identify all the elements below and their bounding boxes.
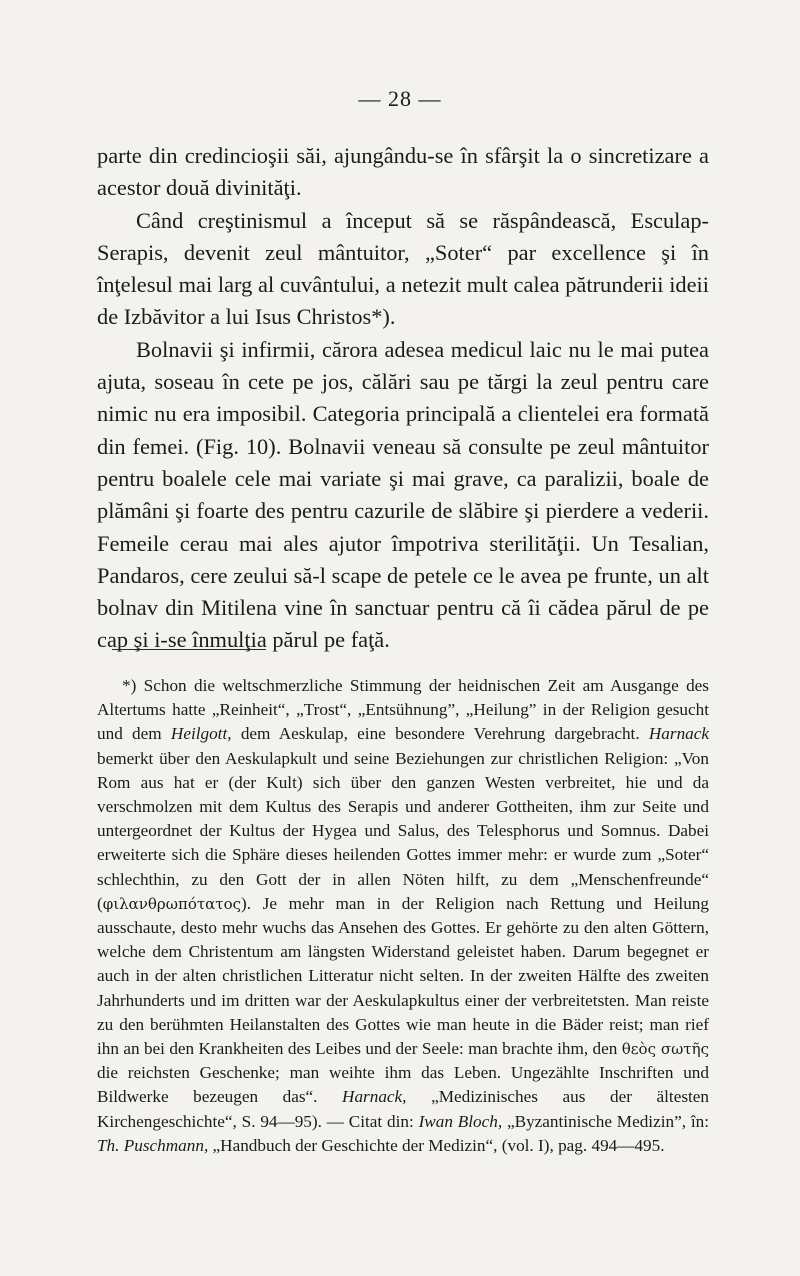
footnote-text-6: „Medizinisches aus der ältesten Kirchengeschichte“, S. 94—95). — Citat din: bbox=[97, 1087, 710, 1131]
footnote-text-2: dem Aeskulap, eine besondere Verehrung dargebracht. bbox=[240, 724, 640, 744]
footnote-text-7: „Byzantinische Medizin”, în: bbox=[506, 1111, 709, 1131]
footnote-puschmann: Th. Puschmann, bbox=[97, 1135, 209, 1155]
page-number: — 28 — bbox=[358, 86, 442, 111]
footnote-greek-2: θεὸς σωτῆς bbox=[621, 1040, 709, 1059]
footnote-marker: *) bbox=[122, 676, 137, 695]
footnote-text-4: ). Je mehr man in der Religion nach Rettung und Heilung ausschaute, desto mehr wuchs das Ansehen des Gottes. Er gehörte zu den alten Göttern, welche dem Christentum am längsten Widerstand geleistet haben. Darum begegnet er auch in der alten christlichen Litteratur nicht selten. In der zweiten Hälfte des zweiten Jahrhunderts und im dritten war der Aeskulapkultus einer der verbreitetsten. Man reiste zu den berühmten Heilanstalten des Gottes wie man heute in die Bäder reist; man rief ihn an bei den Krankheiten des Leibes und der Seele: man brachte ihm, den bbox=[97, 893, 709, 1059]
footnote-divider bbox=[112, 649, 266, 650]
footnote-harnack-2: Harnack, bbox=[342, 1087, 407, 1107]
footnote-text-3: bemerkt über den Aeskulapkult und seine Beziehungen zur christlichen Religion: „Von Rom aus hat er (der Kult) sich über den ganzen Westen verbreitet, hie und da verschmolzen mit dem Kultus des Serapis und anderer Gottheiten, ihm zur Seite und untergeordnet der Kultus der Hygea und Salus, des Telesphorus und Somnus. Dabei erweiterte sich die Sphäre dieses heilenden Gottes immer mehr: er wurde zum „Soter“ schlechthin, zu den Gott der in allen Nöten hilft, zu dem „Menschenfreunde“ ( bbox=[97, 748, 709, 913]
paragraph-3: Bolnavii şi infirmii, cărora adesea medicul laic nu le mai putea ajuta, soseau în cete pe jos, călări sau pe tărgi la zeul pentru care nimic nu era imposibil. Categoria principală a clientelei era formată din femei. (Fig. 10). Bolnavii veneau să consulte pe zeul mântuitor pentru boalele cele mai variate şi mai grave, ca paralizii, boale de plămâni şi foarte des pentru cazurile de slăbire şi pierdere a vederii. Femeile cerau mai ales ajutor împotriva sterilităţii. Un Tesalian, Pandaros, cere zeului să-l scape de petele ce le avea pe frunte, un alt bolnav din Mitilena vine în sanctuar pentru că îi cădea părul de pe cap şi i-se înmulţia părul pe faţă. bbox=[97, 336, 709, 653]
footnote-bloch: Iwan Bloch, bbox=[418, 1111, 503, 1131]
footnote-text-8: „Handbuch der Geschichte der Medizin“, (vol. I), pag. 494—495. bbox=[212, 1135, 665, 1155]
footnote-heilgott: Heilgott, bbox=[170, 724, 232, 744]
main-text bbox=[97, 140, 709, 657]
footnote bbox=[97, 674, 709, 1158]
footnote-harnack-1: Harnack bbox=[648, 724, 710, 744]
paragraph-1: parte din credincioşii săi, ajungându-se în sfârşit la o sincretizare a acestor două divinităţi. bbox=[97, 143, 709, 201]
paragraph-2: Când creştinismul a început să se răspândească, Esculap-Serapis, devenit zeul mântuitor, „Soter“ par excellence şi în înţelesul mai larg al cuvântului, a netezit mult calea pătrunderii ideii de Izbăvitor a lui Isus Christos*). bbox=[97, 207, 709, 330]
footnote-text-5: die reichsten Geschenke; man weihte ihm das Leben. Ungezählte Inschriften und Bildwerke bezeugen das“. bbox=[97, 1063, 709, 1107]
footnote-text-1: Schon die weltschmerzliche Stimmung der heidnischen Zeit am Ausgange des Altertums hatte „Reinheit“, „Trost“, „Entsühnung”, „Heilung” in der Religion gesucht und dem bbox=[97, 676, 709, 744]
footnote-greek-1: φιλανθρωπότατος bbox=[102, 894, 242, 913]
